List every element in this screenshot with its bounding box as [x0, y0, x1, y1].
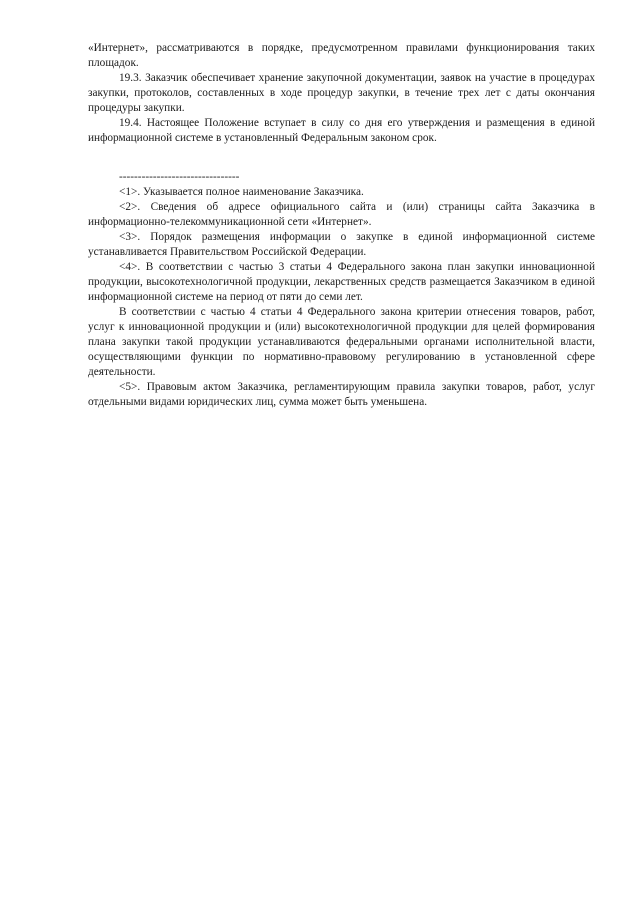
footnote-4-continuation: В соответствии с частью 4 статьи 4 Федерального закона критерии отнесения товаров, работ, услуг к инновационной продукции и (или) высокотехнологичной продукции для целей формирования плана закупки такой продукции устанавливаются федеральными органами исполнительной власти, осуществляющими функции по нормативно-правовому регулированию в установленной сфере деятельности.: [88, 306, 595, 378]
spacer: [88, 146, 595, 170]
body-paragraph: «Интернет», рассматриваются в порядке, предусмотренном правилами функционирования таких площадок.: [88, 42, 595, 69]
footnote-3: <3>. Порядок размещения информации о закупке в единой информационной системе устанавливается Правительством Российской Федерации.: [88, 231, 595, 258]
footnote-5: <5>. Правовым актом Заказчика, регламентирующим правила закупки товаров, работ, услуг отдельными видами юридических лиц, сумма может быть уменьшена.: [88, 381, 595, 408]
footnote-1: <1>. Указывается полное наименование Заказчика.: [119, 186, 364, 198]
body-paragraph-19-4: 19.4. Настоящее Положение вступает в силу со дня его утверждения и размещения в единой информационной системе в установленный Федеральным законом срок.: [88, 117, 595, 144]
document-page: [88, 41, 595, 410]
footnote-4: <4>. В соответствии с частью 3 статьи 4 Федерального закона план закупки инновационной продукции, высокотехнологичной продукции, лекарственных средств размещается Заказчиком в единой информационной системе на период от пяти до семи лет.: [88, 261, 595, 303]
footnote-separator: --------------------------------: [119, 171, 240, 183]
footnote-2: <2>. Сведения об адресе официального сайта и (или) страницы сайта Заказчика в информационно-телекоммуникационной сети «Интернет».: [88, 201, 595, 228]
body-paragraph-19-3: 19.3. Заказчик обеспечивает хранение закупочной документации, заявок на участие в процедурах закупки, протоколов, составленных в ходе процедур закупки, в течение трех лет с даты окончания процедуры закупки.: [88, 72, 595, 114]
